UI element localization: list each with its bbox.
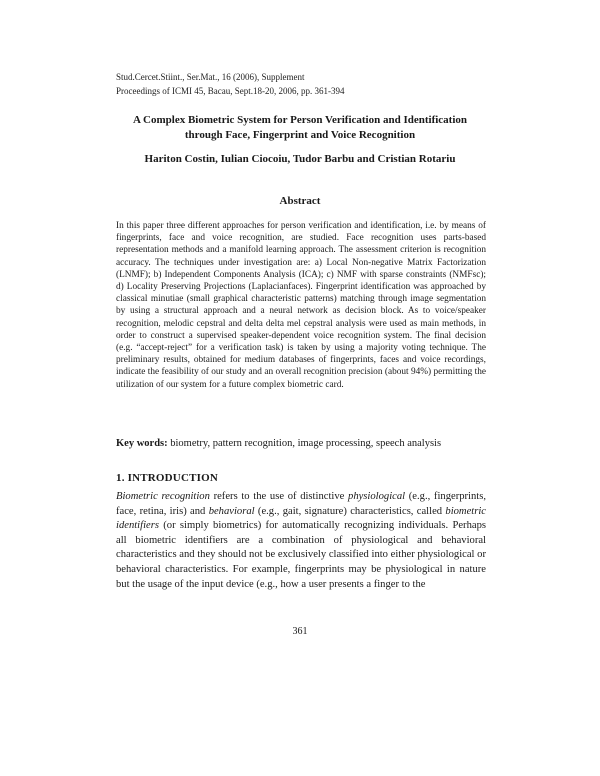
journal-header bbox=[116, 70, 344, 98]
page-number: 361 bbox=[292, 626, 308, 637]
intro-text-4: (or simply biometrics) for automatically recognizing individuals. Perhaps all biometric identifiers are a combination of physiological and behavioral characteristics and they should not be exclusively classified into either physiological or behavioral characteristics. For example, fingerprints may be physiological in nature but the usage of the input device (e.g., how a user presents a finger to the bbox=[116, 520, 486, 590]
title-line-2: through Face, Fingerprint and Voice Recognition bbox=[184, 129, 416, 141]
section-heading-introduction: 1. INTRODUCTION bbox=[116, 472, 219, 484]
paper-title bbox=[100, 113, 500, 143]
intro-text-2: (e.g., fingerprints, face, retina, iris) and bbox=[116, 491, 487, 517]
proceedings-citation: Proceedings of ICMI 45, Bacau, Sept.18-20, 2006, pp. 361-394 bbox=[116, 86, 345, 96]
keywords bbox=[116, 437, 496, 450]
abstract-heading: Abstract bbox=[279, 195, 321, 207]
term-physiological: physiological bbox=[348, 491, 406, 502]
author-list: Hariton Costin, Iulian Ciocoiu, Tudor Barbu and Cristian Rotariu bbox=[144, 153, 456, 165]
term-biometric-identifiers: biometric identifiers bbox=[116, 505, 486, 532]
abstract-text: In this paper three different approaches for person verification and identification, i.e. by means of fingerprints, face and voice recognition, are studied. Face recognition uses parts-based representation methods and a manifold learning approach. The assessment criterion is recognition accuracy. The techniques under investigation are: a) Local Non-negative Matrix Factorization (LNMF); b) Independent Components Analysis (ICA); c) NMF with sparse constraints (NMFsc); d) Locality Preserving Projections (Laplacianfaces). Fingerprint identification was approached by classical minutiae (small graphical characteristic patterns) matching through image segmentation by using a structural approach and a neural network as decision block. As to voice/speaker recognition, melodic cepstral and delta delta mel cepstral analysis were used as main methods, in order to construct a supervised speaker-dependent voice recognition system. The final decision (e.g. “accept-reject” for a verification task) is taken by using a majority voting technique. The preliminary results, obtained for medium databases of fingerprints, faces and voice recordings, indicate the feasibility of our study and an overall recognition precision (about 94%) permitting the utilization of our system for a future complex biometric card. bbox=[116, 221, 486, 390]
journal-citation: Stud.Cercet.Stiint., Ser.Mat., 16 (2006), Supplement bbox=[116, 72, 305, 82]
keywords-label: Key words: bbox=[116, 438, 168, 449]
term-biometric-recognition: Biometric recognition bbox=[116, 491, 210, 502]
keywords-text: biometry, pattern recognition, image processing, speech analysis bbox=[167, 438, 442, 449]
intro-text-1: refers to the use of distinctive bbox=[209, 491, 349, 502]
intro-text-3: (e.g., gait, signature) characteristics, called bbox=[254, 505, 446, 517]
introduction-paragraph bbox=[116, 490, 486, 592]
title-line-1: A Complex Biometric System for Person Verification and Identification bbox=[132, 114, 468, 126]
term-behavioral: behavioral bbox=[208, 505, 255, 517]
